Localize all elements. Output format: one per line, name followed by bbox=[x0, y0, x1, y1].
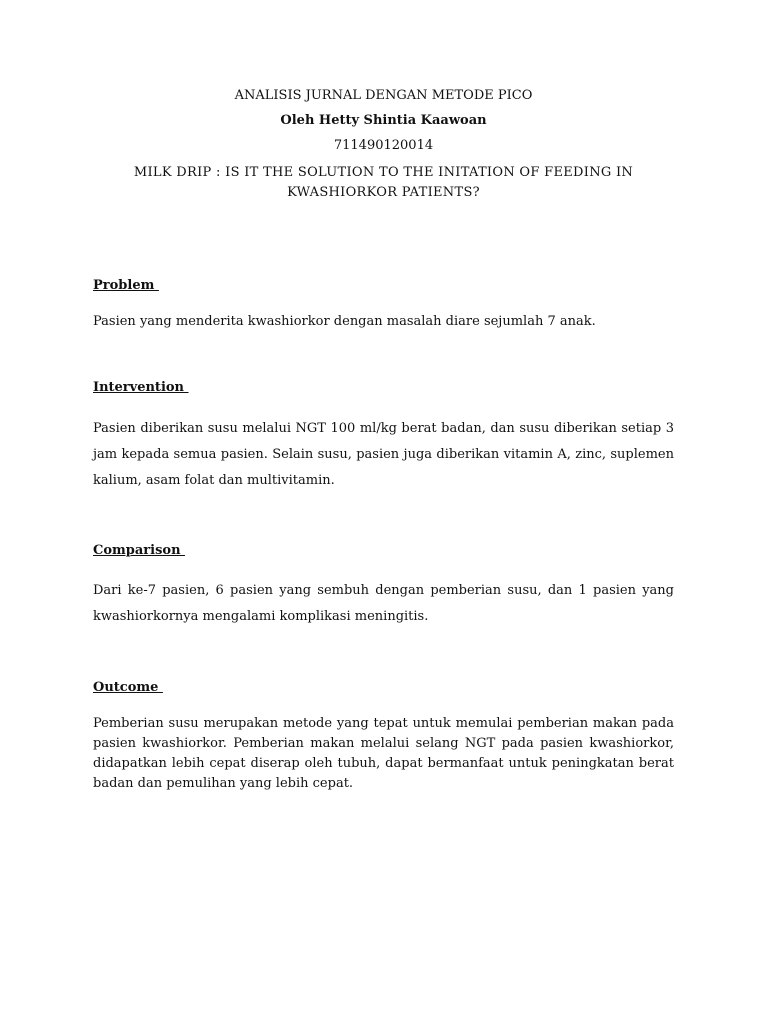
intervention-text: Pasien diberikan susu melalui NGT 100 ml/kg berat badan, dan susu diberikan setiap 3 jam kepada semua pasien. Selain susu, pasien juga diberikan vitamin A, zinc, suplemen kalium, asam folat dan multivitamin. bbox=[93, 421, 674, 488]
comparison-heading: Comparison bbox=[93, 543, 186, 558]
comparison-text: Dari ke-7 pasien, 6 pasien yang sembuh dengan pemberian susu, dan 1 pasien yang kwashiorkornya mengalami komplikasi meningitis. bbox=[93, 583, 674, 624]
outcome-text: Pemberian susu merupakan metode yang tepat untuk memulai pemberian makan pada pasien kwashiorkor. Pemberian makan melalui selang NGT pada pasien kwashiorkor, didapatkan lebih cepat diserap oleh tubuh, dapat bermanfaat untuk peningkatan berat badan dan pemulihan yang lebih cepat. bbox=[93, 716, 674, 791]
author-line: Oleh Hetty Shintia Kaawoan bbox=[280, 113, 487, 128]
article-title: MILK DRIP : IS IT THE SOLUTION TO THE INITATION OF FEEDING IN KWASHIORKOR PATIENTS? bbox=[133, 165, 634, 200]
document-title: ANALISIS JURNAL DENGAN METODE PICO bbox=[234, 88, 533, 103]
outcome-heading: Outcome bbox=[93, 680, 163, 695]
student-id: 711490120014 bbox=[333, 138, 434, 153]
problem-heading: Problem bbox=[93, 278, 159, 293]
intervention-heading: Intervention bbox=[93, 380, 189, 395]
problem-text: Pasien yang menderita kwashiorkor dengan masalah diare sejumlah 7 anak. bbox=[93, 314, 596, 329]
